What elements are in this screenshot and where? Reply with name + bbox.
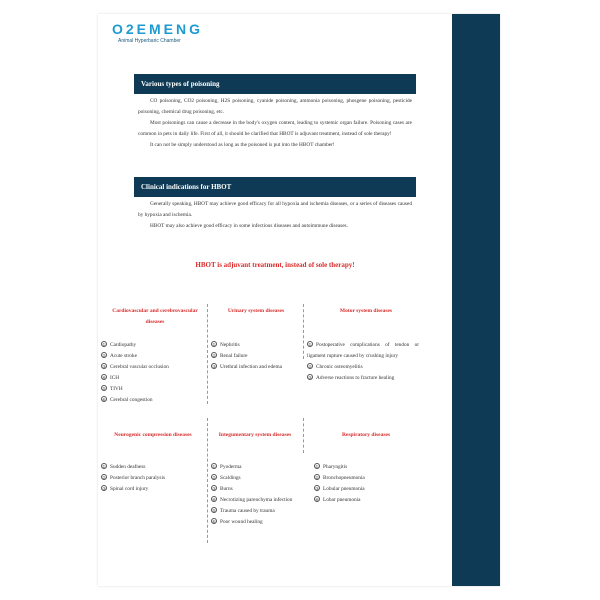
numeral-badge: ③	[212, 486, 216, 491]
numeral-badge: ①	[212, 464, 216, 469]
paragraph: Most poisonings can cause a decrease in the body's oxygen content, leading to systemic organ failure. Poisoning cases are common in pets in daily life. First of all, it should be clarified that HBOT is adjuvant treatment, instead of sole therapy!	[138, 120, 412, 137]
brand-logo: O2EMENG	[112, 21, 204, 37]
numeral-badge: ④	[212, 497, 216, 502]
list-item: ① Pharyngitis	[315, 464, 348, 470]
list-item: ③ Urethral infection and edema	[212, 364, 282, 370]
numeral-badge: ①	[315, 464, 319, 469]
numeral-badge: ②	[308, 364, 312, 369]
list-item: ② Posterior branch paralysis	[102, 475, 166, 481]
numeral-badge: ①	[308, 342, 312, 347]
list-neuro	[101, 462, 205, 495]
category-heading-motor: Motor system diseases	[339, 308, 393, 314]
brand-subtitle: Animal Hyperbaric Chamber	[118, 38, 181, 44]
category-heading-neuro: Neurogenic compression diseases	[114, 432, 192, 438]
category-heading-urinary: Urinary system diseases	[227, 308, 285, 314]
list-item: ③ Adverse reactions to fracture healing	[308, 375, 395, 381]
section-heading-indications: Clinical indications for HBOT	[134, 177, 416, 197]
numeral-badge: ②	[212, 475, 216, 480]
paragraph: HBOT may also achieve good efficacy in some infectious diseases and autoimmune diseases.	[150, 223, 348, 229]
column-separator	[207, 304, 208, 404]
list-motor	[307, 340, 419, 384]
list-item: ④ Necrotizing parenchyma infection	[212, 497, 293, 503]
numeral-badge: ②	[102, 475, 106, 480]
list-item: ④ Lobar pneumonia	[315, 497, 361, 503]
category-heading-integumentary: Integumentary system diseases	[218, 432, 292, 438]
list-item: ② Acute stroke	[102, 353, 137, 359]
column-separator	[303, 418, 304, 453]
list-item: ③ Lobular pneumonia	[315, 486, 365, 492]
section-body-poisoning	[138, 96, 412, 151]
list-item: ⑤ Trauma caused by trauma	[212, 508, 275, 514]
list-item: ① Cardiopathy	[102, 342, 137, 348]
numeral-badge: ③	[315, 486, 319, 491]
numeral-badge: ①	[102, 342, 106, 347]
list-item: ⑥ Poor wound healing	[212, 519, 263, 525]
list-item: ① Sudden deafness	[102, 464, 146, 470]
paragraph: It can not be simply understood as long as the poisoned is put into the HBOT chamber!	[150, 142, 335, 148]
numeral-badge: ②	[315, 475, 319, 480]
list-respiratory	[314, 462, 414, 506]
list-item: ③ Burns	[212, 486, 233, 492]
numeral-badge: ④	[102, 375, 106, 380]
list-item: ② Renal failure	[212, 353, 248, 359]
column-separator	[303, 304, 304, 359]
numeral-badge: ②	[212, 353, 216, 358]
list-item: ⑥ Cerebral congestion	[102, 397, 153, 403]
paragraph: CO poisoning, CO2 poisoning, H2S poisoning, cyanide poisoning, ammonia poisoning, phosgene poisoning, pesticide poisoning, chemical drug poisoning, etc.	[138, 98, 412, 115]
category-heading-respiratory: Respiratory diseases	[341, 432, 391, 438]
list-item: ② Chronic osteomyelitis	[308, 364, 363, 370]
list-item: ③ Cerebral vascular occlusion	[102, 364, 169, 370]
numeral-badge: ①	[212, 342, 216, 347]
numeral-badge: ⑥	[102, 397, 106, 402]
list-cardio	[101, 340, 205, 406]
paragraph: Generally speaking, HBOT may achieve good efficacy for all hypoxia and ischemia diseases, or a series of diseases caused by hypoxia and ischemia.	[138, 201, 412, 218]
list-item: ⑤ TIVH	[102, 386, 123, 392]
numeral-badge: ⑤	[212, 508, 216, 513]
numeral-badge: ①	[102, 464, 106, 469]
numeral-badge: ⑤	[102, 386, 106, 391]
list-item: ④ ICH	[102, 375, 120, 381]
numeral-badge: ③	[102, 364, 106, 369]
list-integumentary	[211, 462, 299, 528]
category-heading-cardio: Cardiovascular and cerebrovascular diseases	[112, 308, 198, 325]
numeral-badge: ②	[102, 353, 106, 358]
list-item: ② Scaldings	[212, 475, 241, 481]
list-item: ① Postoperative complications of tendon or ligament rupture caused by crushing injury	[307, 342, 419, 359]
list-item: ③ Spinal cord injury	[102, 486, 149, 492]
numeral-badge: ③	[212, 364, 216, 369]
numeral-badge: ⑥	[212, 519, 216, 524]
callout-text: HBOT is adjuvant treatment, instead of sole therapy!	[195, 261, 355, 269]
list-item: ② Bronchopneumonia	[315, 475, 365, 481]
list-item: ① Pyoderma	[212, 464, 242, 470]
numeral-badge: ③	[308, 375, 312, 380]
section-heading-poisoning: Various types of poisoning	[134, 74, 416, 94]
section-body-indications	[138, 199, 412, 232]
list-item: ① Nephritis	[212, 342, 240, 348]
sidebar-stripe	[452, 14, 500, 586]
numeral-badge: ③	[102, 486, 106, 491]
list-urinary	[211, 340, 301, 373]
numeral-badge: ④	[315, 497, 319, 502]
